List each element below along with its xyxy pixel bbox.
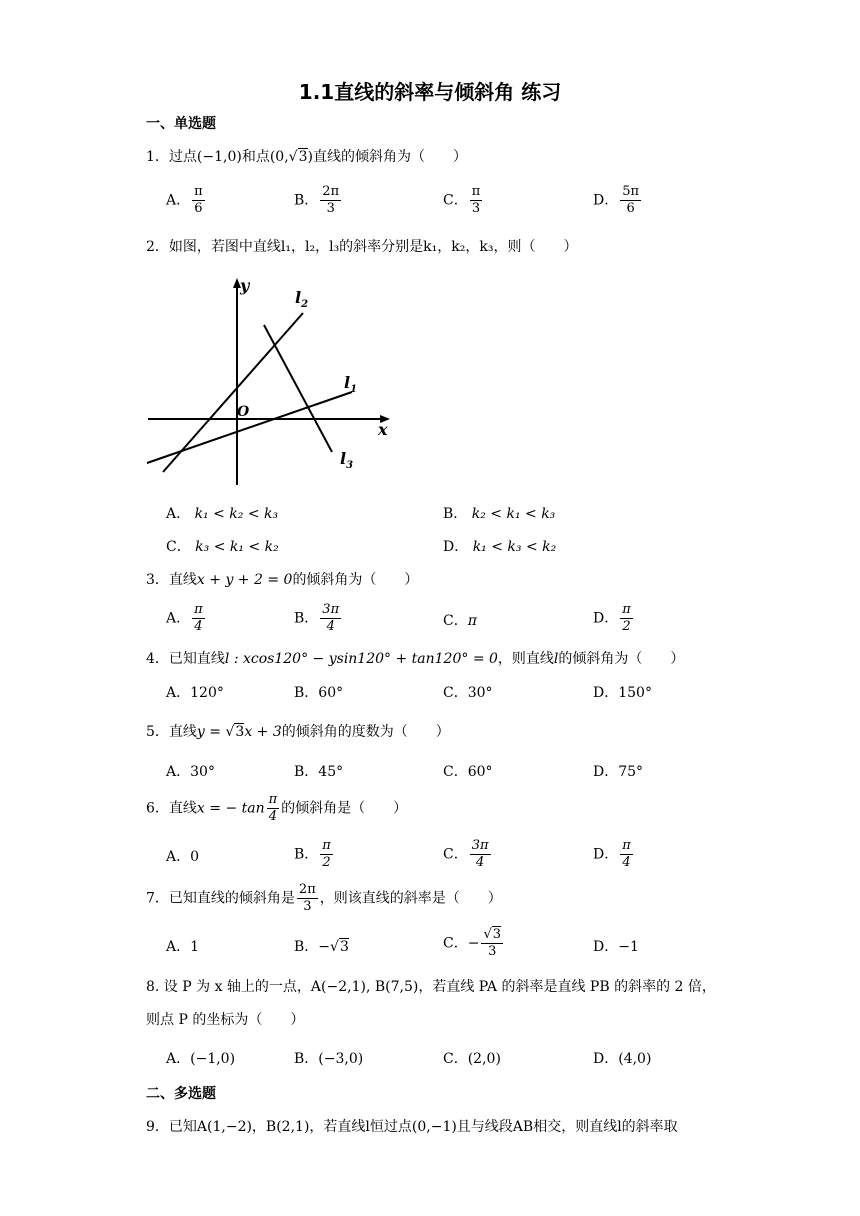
q7-option-b[interactable]: B．−√3: [294, 939, 349, 955]
q6-option-d[interactable]: D． $\frac{\pi}{4}$: [593, 838, 631, 870]
q3-option-c[interactable]: C．π: [443, 613, 477, 629]
q4-option-c[interactable]: C．30°: [443, 685, 493, 701]
q5-option-a[interactable]: A．30°: [166, 764, 215, 780]
q7-option-d[interactable]: D．−1: [593, 939, 639, 955]
q4-option-d[interactable]: D．150°: [593, 685, 652, 701]
l1-label: $l_1$: [344, 373, 358, 395]
q2-option-d[interactable]: D． k₁ < k₃ < k₂: [443, 539, 557, 555]
q2-option-b[interactable]: B． k₂ < k₁ < k₃: [443, 506, 556, 522]
question-8-line-1: 8. 设 P 为 x 轴上的一点，A(−2,1), B(7,5)，若直线 PA 的斜率是直线 PB 的斜率的 2 倍，: [146, 979, 716, 995]
line-l2: [163, 313, 303, 472]
line-l3: [264, 325, 332, 452]
q2-figure: [140, 270, 400, 490]
q1-option-a[interactable]: A． $\frac{\pi}{6}$: [166, 184, 203, 216]
q7-option-c[interactable]: C．− $\frac{√3}{3}$: [443, 927, 502, 959]
q3-option-a[interactable]: A． $\frac{\pi}{4}$: [166, 602, 203, 634]
question-6: 6．直线x = − tan $\frac{\pi}{4}$ 的倾斜角是（ ）: [146, 792, 408, 824]
question-7: 7．已知直线的倾斜角是 $\frac{2\pi}{3}$ ，则该直线的斜率是（ ）: [146, 882, 502, 914]
q2-option-a[interactable]: A． k₁ < k₂ < k₃: [166, 506, 279, 522]
q1-point-2-pre: (0,: [269, 149, 289, 165]
q8-option-a[interactable]: A．(−1,0): [166, 1051, 236, 1067]
q1-option-d[interactable]: D． $\frac{5\pi}{6}$: [593, 184, 640, 216]
q6-option-b[interactable]: B． $\frac{\pi}{2}$: [294, 838, 331, 870]
q1-option-c[interactable]: C． $\frac{\pi}{3}$: [443, 184, 481, 216]
q3-option-d[interactable]: D． $\frac{\pi}{2}$: [593, 602, 631, 634]
q2-option-c[interactable]: C． k₃ < k₁ < k₂: [166, 539, 279, 555]
q1-point-2-rad: 3: [298, 149, 308, 165]
q5-option-b[interactable]: B．45°: [294, 764, 344, 780]
section-multiple-choice: 二、多选题: [146, 1086, 216, 1102]
q5-option-d[interactable]: D．75°: [593, 764, 644, 780]
question-3: 3．直线x + y + 2 = 0的倾斜角为（ ）: [146, 572, 419, 588]
question-1: 1．过点(−1,0)和点(0,√3)直线的倾斜角为（ ）: [146, 149, 467, 165]
q1-option-b[interactable]: B． $\frac{2\pi}{3}$: [294, 184, 340, 216]
page-title: 1.1直线的斜率与倾斜角 练习: [298, 80, 562, 104]
question-4: 4．已知直线l : xcos120° − ysin120° + tan120° = 0，则直线l的倾斜角为（ ）: [146, 651, 685, 667]
question-2: 2．如图，若图中直线l₁，l₂，l₃的斜率分别是k₁，k₂，k₃，则（ ）: [146, 239, 578, 255]
q6-option-c[interactable]: C． $\frac{3\pi}{4}$: [443, 838, 489, 870]
q4-option-b[interactable]: B．60°: [294, 685, 344, 701]
l3-label: $l_3$: [340, 449, 354, 471]
x-label: x: [378, 420, 388, 439]
q3-option-b[interactable]: B． $\frac{3\pi}{4}$: [294, 602, 340, 634]
l2-label: $l_2$: [295, 288, 309, 310]
q8-option-d[interactable]: D．(4,0): [593, 1051, 652, 1067]
question-9: 9．已知A(1,−2)，B(2,1)，若直线l恒过点(0,−1)且与线段AB相交，则直线l的斜率取: [146, 1119, 678, 1135]
q1-text-a: 1．过点: [146, 149, 197, 165]
origin-label: O: [237, 404, 250, 420]
q1-text-b: 和点: [241, 149, 270, 165]
line-l1: [147, 392, 352, 463]
section-single-choice: 一、单选题: [146, 116, 216, 132]
q4-option-a[interactable]: A．120°: [166, 685, 224, 701]
q1-point-1: (−1,0): [196, 149, 242, 165]
q6-option-a[interactable]: A．0: [166, 849, 200, 865]
q7-option-a[interactable]: A．1: [166, 939, 200, 955]
q8-option-c[interactable]: C．(2,0): [443, 1051, 501, 1067]
q8-option-b[interactable]: B．(−3,0): [294, 1051, 364, 1067]
q5-option-c[interactable]: C．60°: [443, 764, 493, 780]
question-5: 5．直线y = √3x + 3的倾斜角的度数为（ ）: [146, 724, 450, 740]
question-8-line-2: 则点 P 的坐标为（ ）: [146, 1012, 305, 1028]
y-label: y: [240, 276, 250, 295]
q1-text-c: 直线的倾斜角为（ ）: [312, 149, 467, 165]
q1-point-2-post: ): [307, 149, 313, 165]
